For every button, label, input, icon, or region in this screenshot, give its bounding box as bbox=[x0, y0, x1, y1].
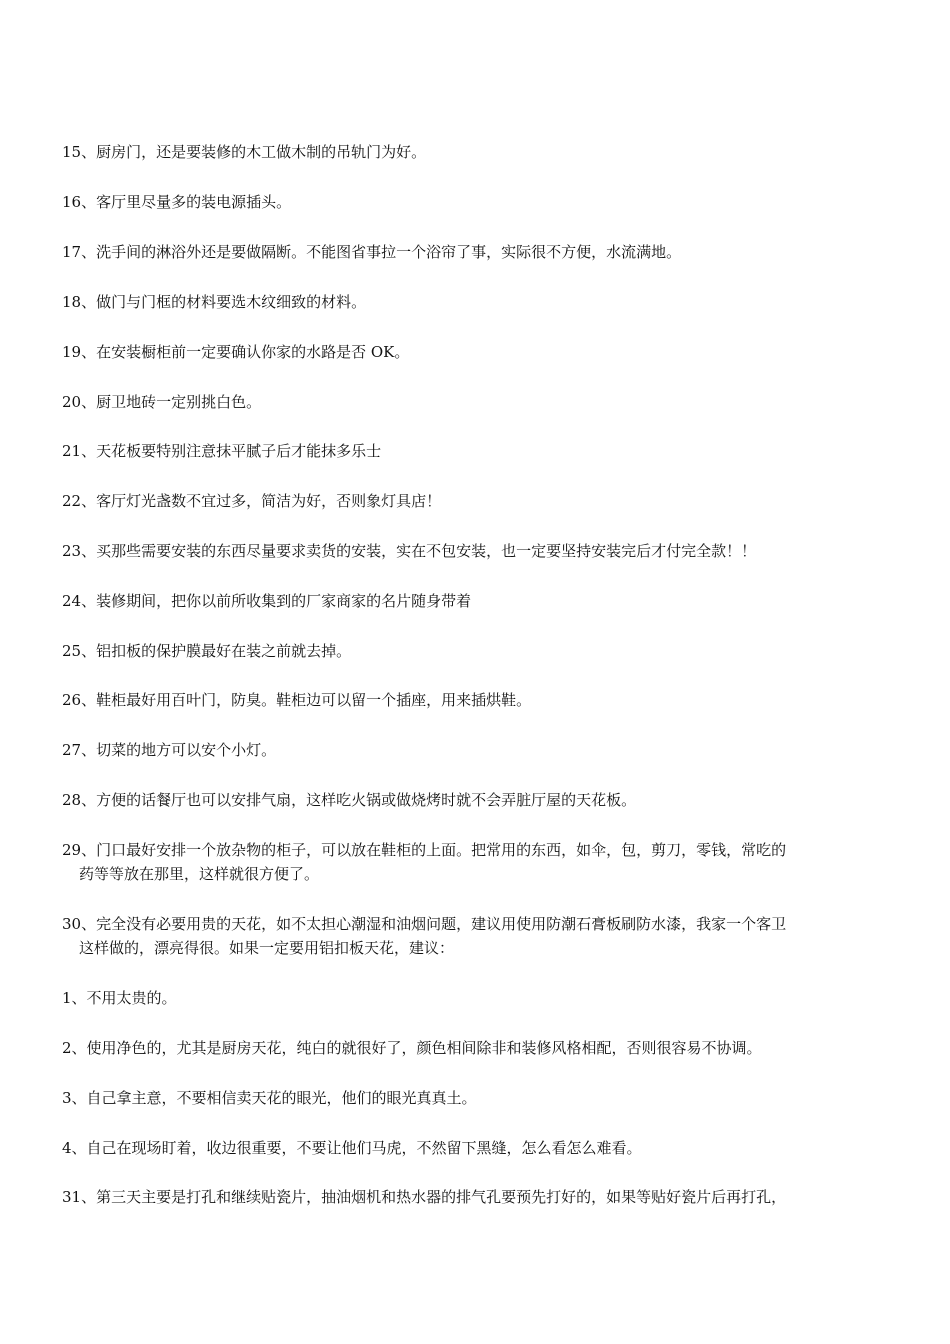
list-item: 20、厨卫地砖一定别挑白色。 bbox=[62, 393, 262, 411]
list-item: 28、方便的话餐厅也可以安排气扇，这样吃火锅或做烧烤时就不会弄脏厅屋的天花板。 bbox=[62, 791, 637, 809]
list-item-continuation: 药等等放在那里，这样就很方便了。 bbox=[79, 865, 320, 883]
list-item-continuation: 这样做的，漂亮得很。如果一定要用铝扣板天花，建议： bbox=[79, 939, 455, 957]
list-item: 22、客厅灯光盏数不宜过多，简洁为好，否则象灯具店！ bbox=[62, 492, 442, 510]
list-item-line: 29、门口最好安排一个放杂物的柜子，可以放在鞋柜的上面。把常用的东西，如伞，包，剪刀，零钱，常吃的 bbox=[62, 841, 787, 859]
sub-list-item: 3、自己拿主意，不要相信卖天花的眼光，他们的眼光真真土。 bbox=[62, 1089, 477, 1107]
list-item: 24、装修期间，把你以前所收集到的厂家商家的名片随身带着 bbox=[62, 592, 472, 610]
sub-list-item: 2、使用净色的，尤其是厨房天花，纯白的就很好了，颜色相间除非和装修风格相配，否则很容易不协调。 bbox=[62, 1039, 762, 1057]
list-item: 27、切菜的地方可以安个小灯。 bbox=[62, 741, 277, 759]
list-item: 19、在安装橱柜前一定要确认你家的水路是否 OK。 bbox=[62, 343, 410, 361]
sub-list-item: 1、不用太贵的。 bbox=[62, 989, 177, 1007]
list-item: 16、客厅里尽量多的装电源插头。 bbox=[62, 193, 292, 211]
list-item: 15、厨房门，还是要装修的木工做木制的吊轨门为好。 bbox=[62, 143, 427, 161]
list-item: 17、洗手间的淋浴外还是要做隔断。不能图省事拉一个浴帘了事，实际很不方便，水流满地。 bbox=[62, 243, 682, 261]
list-item: 23、买那些需要安装的东西尽量要求卖货的安装，实在不包安装，也一定要坚持安装完后才付完全款！！ bbox=[62, 542, 757, 560]
list-item: 31、第三天主要是打孔和继续贴瓷片，抽油烟机和热水器的排气孔要预先打好的，如果等贴好瓷片后再打孔， bbox=[62, 1188, 787, 1206]
list-item: 25、铝扣板的保护膜最好在装之前就去掉。 bbox=[62, 642, 352, 660]
sub-list-item: 4、自己在现场盯着，收边很重要，不要让他们马虎，不然留下黑缝，怎么看怎么难看。 bbox=[62, 1139, 642, 1157]
list-item: 18、做门与门框的材料要选木纹细致的材料。 bbox=[62, 293, 367, 311]
list-item: 26、鞋柜最好用百叶门，防臭。鞋柜边可以留一个插座，用来插烘鞋。 bbox=[62, 691, 532, 709]
list-item-multiline bbox=[62, 838, 872, 886]
list-item: 21、天花板要特别注意抹平腻子后才能抹多乐士 bbox=[62, 442, 382, 460]
list-item-line: 30、完全没有必要用贵的天花，如不太担心潮湿和油烟问题，建议用使用防潮石膏板刷防水漆，我家一个客卫 bbox=[62, 915, 787, 933]
list-item-multiline bbox=[62, 912, 872, 960]
